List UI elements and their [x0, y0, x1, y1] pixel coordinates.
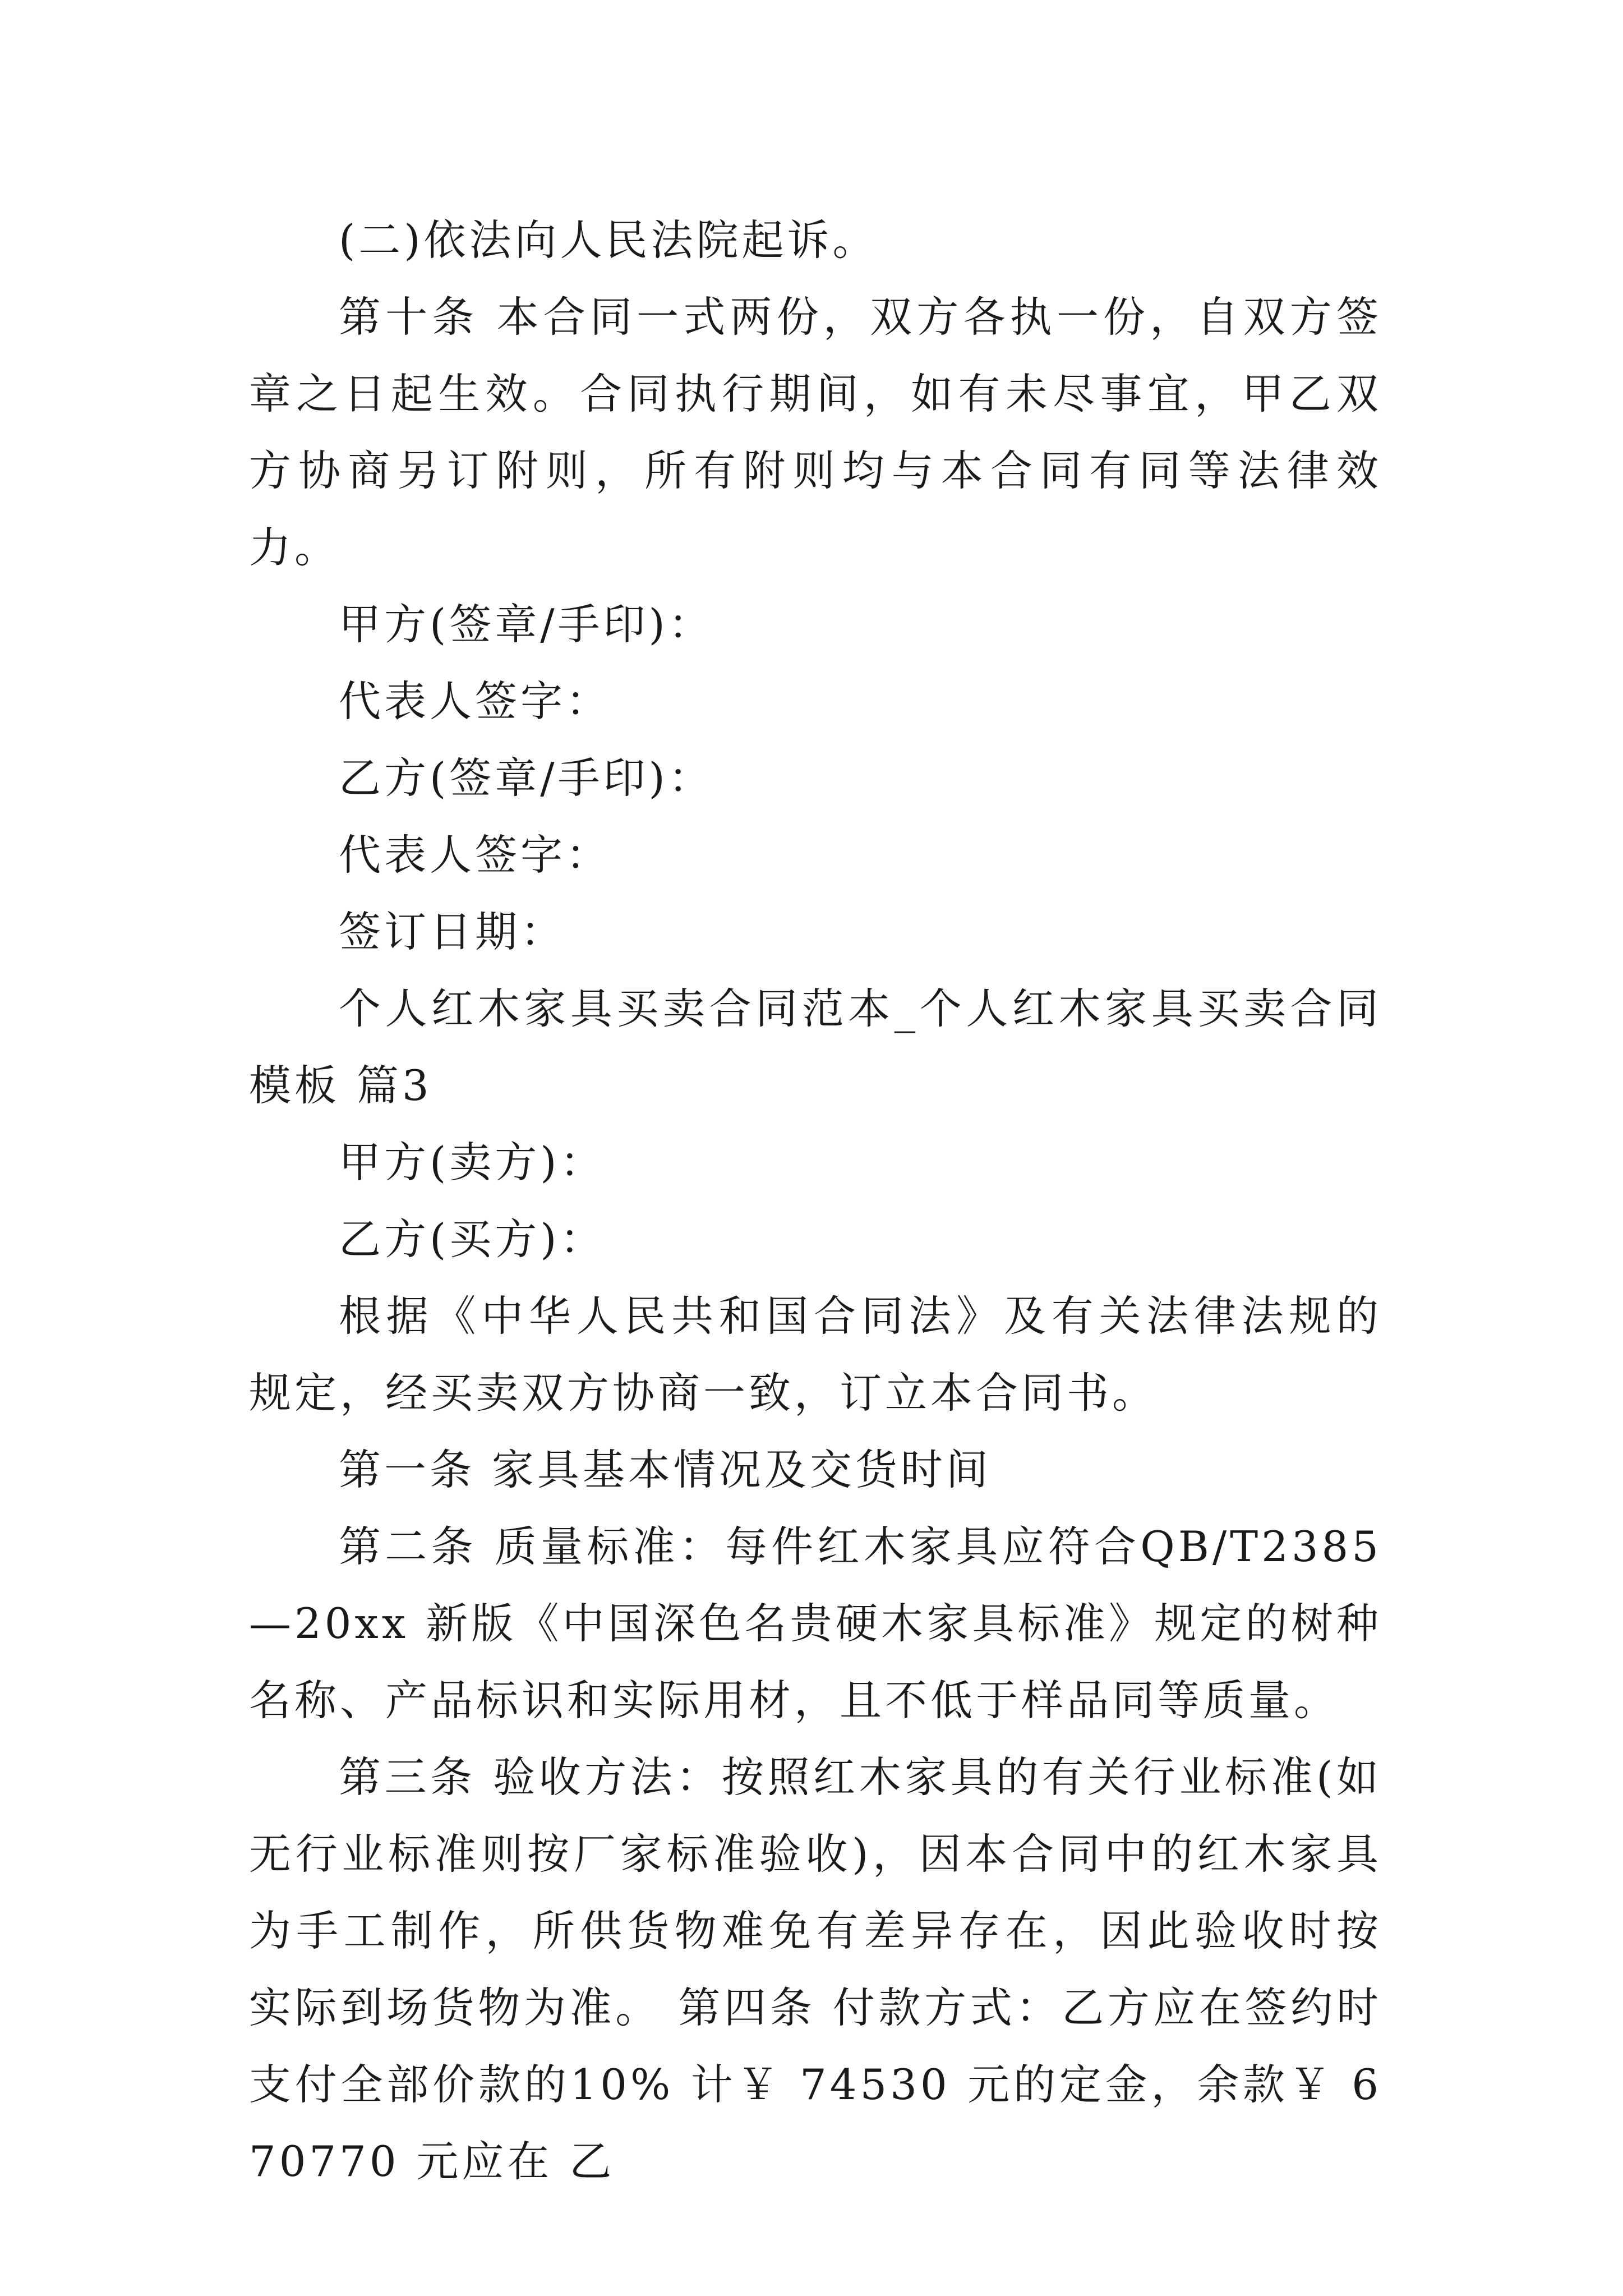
paragraph-sign-date: 签订日期： — [339, 907, 566, 956]
paragraph-lawsuit: (二)依法向人民法院起诉。 — [339, 215, 878, 265]
paragraph-representative-sign-b: 代表人签字： — [339, 830, 612, 880]
paragraph-party-a-seal: 甲方(签章/手印)： — [339, 600, 714, 649]
paragraph-legal-basis: 根据《中华人民共和国合同法》及有关法律法规的规定，经买卖双方协商一致，订立本合同书。 — [249, 1291, 1382, 1418]
paragraph-section-title: 个人红木家具买卖合同范本_个人红木家具买卖合同模板 篇3 — [249, 984, 1382, 1110]
paragraph-article-1: 第一条 家具基本情况及交货时间 — [339, 1445, 992, 1494]
paragraph-article-3-4: 第三条 验收方法：按照红木家具的有关行业标准(如无行业标准则按厂家标准验收)，因本合同中的红木家具为手工制作，所供货物难免有差异存在，因此验收时按实际到场货物为准。 第四条 付款方式：乙方应在签约时支付全部价款的10% 计￥ 74530 元的定金，余款￥ 670770 元应在 乙 — [249, 1752, 1382, 2186]
paragraph-article-10: 第十条 本合同一式两份，双方各执一份，自双方签章之日起生效。合同执行期间，如有未尽事宜，甲乙双方协商另订附则，所有附则均与本合同有同等法律效力。 — [249, 292, 1382, 572]
document-body — [249, 202, 1382, 2200]
paragraph-party-b-buyer: 乙方(买方)： — [339, 1214, 606, 1264]
paragraph-representative-sign-a: 代表人签字： — [339, 677, 612, 726]
paragraph-party-a-seller: 甲方(卖方)： — [339, 1138, 606, 1187]
paragraph-party-b-seal: 乙方(签章/手印)： — [339, 753, 714, 803]
paragraph-article-2: 第二条 质量标准：每件红木家具应符合QB/T2385—20xx 新版《中国深色名贵硬木家具标准》规定的树种名称、产品标识和实际用材，且不低于样品同等质量。 — [249, 1522, 1382, 1725]
